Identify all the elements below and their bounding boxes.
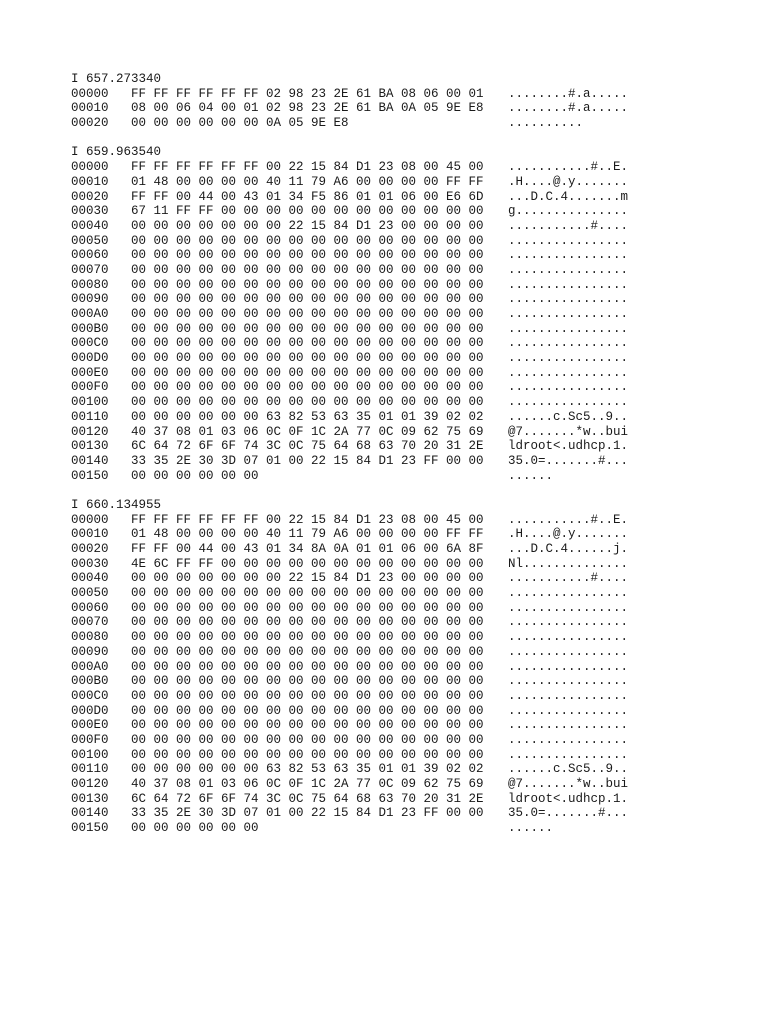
row-offset: 00090 — [71, 644, 109, 659]
row-hex-bytes: 00 00 00 00 00 00 00 00 00 00 00 00 00 00 00 00 — [131, 307, 484, 321]
row-ascii: .H....@.y....... — [508, 527, 629, 542]
hexdump-document — [71, 72, 711, 850]
hex-row — [71, 806, 711, 821]
hex-row — [71, 204, 711, 219]
row-hex-bytes: FF FF FF FF FF FF 00 22 15 84 D1 23 08 00 45 00 — [131, 160, 484, 175]
row-hex-bytes: FF FF FF FF FF FF 00 22 15 84 D1 23 08 00 45 00 — [131, 512, 484, 527]
row-hex-bytes: 00 00 00 00 00 00 00 00 00 00 00 00 00 00 00 00 — [131, 630, 484, 645]
row-offset: 00050 — [71, 586, 109, 601]
row-hex-bytes: 4E 6C FF FF 00 00 00 00 00 00 00 00 00 00 00 00 — [131, 556, 484, 571]
row-hex-bytes: 00 00 00 00 00 00 0A 05 9E E8 — [131, 116, 349, 131]
row-offset: 000F0 — [71, 380, 109, 395]
row-offset: 00090 — [71, 292, 109, 307]
hex-row — [71, 601, 711, 616]
row-ascii: ...........#.... — [508, 571, 629, 586]
row-offset: 00040 — [71, 218, 109, 233]
row-offset: 000A0 — [71, 307, 109, 321]
row-ascii: ...... — [508, 821, 554, 836]
hex-row — [71, 615, 711, 630]
hex-row — [71, 116, 711, 131]
row-offset: 00120 — [71, 424, 109, 439]
hex-row — [71, 380, 711, 395]
row-ascii: ldroot<.udhcp.1. — [508, 791, 629, 806]
hex-row — [71, 336, 711, 351]
row-offset: 00140 — [71, 806, 109, 821]
row-offset: 00060 — [71, 600, 109, 615]
row-hex-bytes: 00 00 00 00 00 00 00 00 00 00 00 00 00 00 00 00 — [131, 600, 484, 615]
row-ascii: ................ — [508, 659, 629, 674]
row-offset: 00020 — [71, 189, 109, 204]
hex-row — [71, 527, 711, 542]
hex-row — [71, 175, 711, 190]
hex-row — [71, 219, 711, 234]
row-ascii: ................ — [508, 732, 629, 747]
hex-row — [71, 248, 711, 263]
row-hex-bytes: 00 00 00 00 00 00 00 00 00 00 00 00 00 00 00 00 — [131, 644, 484, 659]
row-hex-bytes: 33 35 2E 30 3D 07 01 00 22 15 84 D1 23 FF 00 00 — [131, 453, 484, 468]
row-ascii: @7.......*w..bui — [508, 777, 629, 791]
row-ascii: ................ — [508, 395, 629, 410]
row-offset: 00070 — [71, 615, 109, 630]
row-offset: 00130 — [71, 439, 109, 454]
row-offset: 000A0 — [71, 659, 109, 674]
hex-row — [71, 410, 711, 425]
row-ascii: ................ — [508, 277, 629, 292]
row-ascii: .H....@.y....... — [508, 174, 629, 189]
row-ascii: ................ — [508, 703, 629, 718]
hex-row — [71, 630, 711, 645]
packet-timestamp-header: I 657.273340 — [71, 72, 162, 86]
row-offset: 00010 — [71, 527, 109, 542]
row-ascii: ................ — [508, 248, 629, 263]
row-ascii: Nl.............. — [508, 556, 629, 571]
row-hex-bytes: 00 00 00 00 00 00 00 00 00 00 00 00 00 00 00 00 — [131, 351, 484, 366]
row-ascii: ......c.Sc5..9.. — [508, 409, 629, 424]
row-ascii: ................ — [508, 644, 629, 659]
row-offset: 00100 — [71, 747, 109, 762]
row-offset: 00080 — [71, 630, 109, 645]
hex-row — [71, 395, 711, 410]
row-hex-bytes: 6C 64 72 6F 6F 74 3C 0C 75 64 68 63 70 20 31 2E — [131, 791, 484, 806]
row-offset: 00130 — [71, 791, 109, 806]
row-ascii: ........#.a..... — [508, 86, 629, 101]
row-offset: 00010 — [71, 174, 109, 189]
row-hex-bytes: 00 00 00 00 00 00 00 00 00 00 00 00 00 00 00 00 — [131, 703, 484, 718]
row-ascii: ................ — [508, 586, 629, 601]
row-ascii: @7.......*w..bui — [508, 424, 629, 439]
row-offset: 00030 — [71, 204, 109, 219]
hex-row — [71, 351, 711, 366]
row-ascii: ................ — [508, 336, 629, 351]
row-hex-bytes: 00 00 00 00 00 00 00 00 00 00 00 00 00 00 00 00 — [131, 248, 484, 263]
row-ascii: ldroot<.udhcp.1. — [508, 439, 629, 454]
hex-row — [71, 571, 711, 586]
row-ascii: ................ — [508, 351, 629, 366]
hex-row — [71, 307, 711, 322]
row-hex-bytes: 00 00 00 00 00 00 00 00 00 00 00 00 00 00 00 00 — [131, 380, 484, 395]
packet-timestamp-header: I 660.134955 — [71, 497, 162, 512]
hex-row — [71, 513, 711, 528]
row-ascii: ................ — [508, 630, 629, 645]
hex-row — [71, 322, 711, 337]
row-hex-bytes: 01 48 00 00 00 00 40 11 79 A6 00 00 00 00 FF FF — [131, 174, 484, 189]
row-hex-bytes: FF FF 00 44 00 43 01 34 F5 86 01 01 06 00 E6 6D — [131, 189, 484, 204]
hex-row — [71, 425, 711, 440]
row-hex-bytes: 01 48 00 00 00 00 40 11 79 A6 00 00 00 00 FF FF — [131, 527, 484, 542]
hex-row — [71, 160, 711, 175]
row-offset: 00030 — [71, 556, 109, 571]
row-offset: 00020 — [71, 542, 109, 556]
row-ascii: ...........#..E. — [508, 160, 629, 175]
hex-row — [71, 674, 711, 689]
row-offset: 000F0 — [71, 732, 109, 747]
row-hex-bytes: FF FF FF FF FF FF 02 98 23 2E 61 BA 08 06 00 01 — [131, 86, 484, 101]
hex-row — [71, 263, 711, 278]
hex-row — [71, 689, 711, 704]
row-hex-bytes: 40 37 08 01 03 06 0C 0F 1C 2A 77 0C 09 62 75 69 — [131, 424, 484, 439]
row-offset: 000D0 — [71, 703, 109, 718]
row-offset: 00120 — [71, 777, 109, 791]
hex-row — [71, 821, 711, 836]
row-ascii: ...D.C.4......j. — [508, 542, 629, 556]
row-ascii: ........#.a..... — [508, 101, 629, 116]
hex-row — [71, 704, 711, 719]
row-hex-bytes: 00 00 00 00 00 00 00 00 00 00 00 00 00 00 00 00 — [131, 718, 484, 733]
row-hex-bytes: 00 00 00 00 00 00 00 22 15 84 D1 23 00 00 00 00 — [131, 218, 484, 233]
row-hex-bytes: 00 00 00 00 00 00 00 22 15 84 D1 23 00 00 00 00 — [131, 571, 484, 586]
hex-row — [71, 542, 711, 557]
row-hex-bytes: 00 00 00 00 00 00 00 00 00 00 00 00 00 00 00 00 — [131, 321, 484, 336]
row-offset: 000E0 — [71, 365, 109, 380]
row-ascii: ................ — [508, 747, 629, 762]
row-hex-bytes: 40 37 08 01 03 06 0C 0F 1C 2A 77 0C 09 62 75 69 — [131, 777, 484, 791]
packet-dump — [71, 72, 711, 131]
row-hex-bytes: 00 00 00 00 00 00 00 00 00 00 00 00 00 00 00 00 — [131, 395, 484, 410]
row-offset: 000C0 — [71, 336, 109, 351]
row-hex-bytes: 67 11 FF FF 00 00 00 00 00 00 00 00 00 00 00 00 — [131, 204, 484, 219]
row-ascii: ......c.Sc5..9.. — [508, 762, 629, 777]
hex-row — [71, 101, 711, 116]
row-hex-bytes: 00 00 00 00 00 00 00 00 00 00 00 00 00 00 00 00 — [131, 732, 484, 747]
row-ascii: ...... — [508, 468, 554, 483]
hex-row — [71, 469, 711, 484]
hex-row — [71, 87, 711, 102]
hex-row — [71, 660, 711, 675]
row-offset: 000B0 — [71, 674, 109, 689]
row-ascii: .......... — [508, 116, 584, 131]
row-ascii: ................ — [508, 718, 629, 733]
hex-row — [71, 557, 711, 572]
row-hex-bytes: 00 00 00 00 00 00 63 82 53 63 35 01 01 39 02 02 — [131, 762, 484, 777]
row-ascii: ...D.C.4.......m — [508, 189, 629, 204]
row-offset: 00000 — [71, 160, 109, 175]
row-offset: 00140 — [71, 453, 109, 468]
row-hex-bytes: FF FF 00 44 00 43 01 34 8A 0A 01 01 06 00 6A 8F — [131, 542, 484, 556]
row-ascii: ................ — [508, 674, 629, 689]
row-offset: 00070 — [71, 262, 109, 277]
row-ascii: 35.0=.......#... — [508, 806, 629, 821]
row-offset: 000B0 — [71, 321, 109, 336]
row-ascii: ................ — [508, 365, 629, 380]
packet-dump — [71, 145, 711, 483]
row-offset: 00060 — [71, 248, 109, 263]
hex-row — [71, 718, 711, 733]
row-ascii: ................ — [508, 307, 629, 321]
row-ascii: ................ — [508, 600, 629, 615]
row-hex-bytes: 00 00 00 00 00 00 00 00 00 00 00 00 00 00 00 00 — [131, 688, 484, 703]
row-hex-bytes: 00 00 00 00 00 00 00 00 00 00 00 00 00 00 00 00 — [131, 262, 484, 277]
row-hex-bytes: 00 00 00 00 00 00 00 00 00 00 00 00 00 00 00 00 — [131, 277, 484, 292]
row-hex-bytes: 00 00 00 00 00 00 00 00 00 00 00 00 00 00 00 00 — [131, 365, 484, 380]
row-ascii: ................ — [508, 615, 629, 630]
row-ascii: 35.0=.......#... — [508, 453, 629, 468]
row-offset: 000D0 — [71, 351, 109, 366]
row-offset: 000E0 — [71, 718, 109, 733]
row-offset: 00110 — [71, 409, 109, 424]
row-ascii: ................ — [508, 292, 629, 307]
row-hex-bytes: 00 00 00 00 00 00 00 00 00 00 00 00 00 00 00 00 — [131, 292, 484, 307]
hex-row — [71, 645, 711, 660]
row-offset: 00150 — [71, 821, 109, 836]
row-hex-bytes: 00 00 00 00 00 00 00 00 00 00 00 00 00 00 00 00 — [131, 586, 484, 601]
row-hex-bytes: 00 00 00 00 00 00 00 00 00 00 00 00 00 00 00 00 — [131, 233, 484, 248]
row-hex-bytes: 33 35 2E 30 3D 07 01 00 22 15 84 D1 23 FF 00 00 — [131, 806, 484, 821]
row-hex-bytes: 00 00 00 00 00 00 00 00 00 00 00 00 00 00 00 00 — [131, 747, 484, 762]
row-hex-bytes: 08 00 06 04 00 01 02 98 23 2E 61 BA 0A 05 9E E8 — [131, 101, 484, 116]
row-hex-bytes: 00 00 00 00 00 00 00 00 00 00 00 00 00 00 00 00 — [131, 659, 484, 674]
row-offset: 00000 — [71, 512, 109, 527]
hex-row — [71, 586, 711, 601]
hex-row — [71, 292, 711, 307]
hex-row — [71, 454, 711, 469]
hex-row — [71, 439, 711, 454]
hex-row — [71, 190, 711, 205]
row-offset: 00040 — [71, 571, 109, 586]
row-hex-bytes: 00 00 00 00 00 00 63 82 53 63 35 01 01 39 02 02 — [131, 409, 484, 424]
hex-row — [71, 234, 711, 249]
row-hex-bytes: 00 00 00 00 00 00 — [131, 468, 259, 483]
row-offset: 00100 — [71, 395, 109, 410]
row-hex-bytes: 00 00 00 00 00 00 00 00 00 00 00 00 00 00 00 00 — [131, 336, 484, 351]
row-offset: 00010 — [71, 101, 109, 116]
row-hex-bytes: 00 00 00 00 00 00 00 00 00 00 00 00 00 00 00 00 — [131, 615, 484, 630]
row-ascii: ................ — [508, 321, 629, 336]
row-offset: 00080 — [71, 277, 109, 292]
row-offset: 00020 — [71, 116, 109, 131]
row-ascii: ...........#.... — [508, 218, 629, 233]
row-offset: 00050 — [71, 233, 109, 248]
row-offset: 00000 — [71, 86, 109, 101]
row-hex-bytes: 00 00 00 00 00 00 00 00 00 00 00 00 00 00 00 00 — [131, 674, 484, 689]
row-ascii: ................ — [508, 233, 629, 248]
row-offset: 000C0 — [71, 688, 109, 703]
row-offset: 00150 — [71, 468, 109, 483]
row-hex-bytes: 00 00 00 00 00 00 — [131, 821, 259, 836]
hex-row — [71, 748, 711, 763]
row-ascii: ................ — [508, 688, 629, 703]
row-ascii: ................ — [508, 380, 629, 395]
packet-dump — [71, 498, 711, 836]
hex-row — [71, 278, 711, 293]
hex-row — [71, 366, 711, 381]
row-ascii: g............... — [508, 204, 629, 219]
packet-timestamp-header: I 659.963540 — [71, 145, 162, 160]
hex-row — [71, 762, 711, 777]
row-ascii: ................ — [508, 262, 629, 277]
hex-row — [71, 777, 711, 792]
row-ascii: ...........#..E. — [508, 512, 629, 527]
hex-row — [71, 733, 711, 748]
row-hex-bytes: 6C 64 72 6F 6F 74 3C 0C 75 64 68 63 70 20 31 2E — [131, 439, 484, 454]
row-offset: 00110 — [71, 762, 109, 777]
hex-row — [71, 792, 711, 807]
